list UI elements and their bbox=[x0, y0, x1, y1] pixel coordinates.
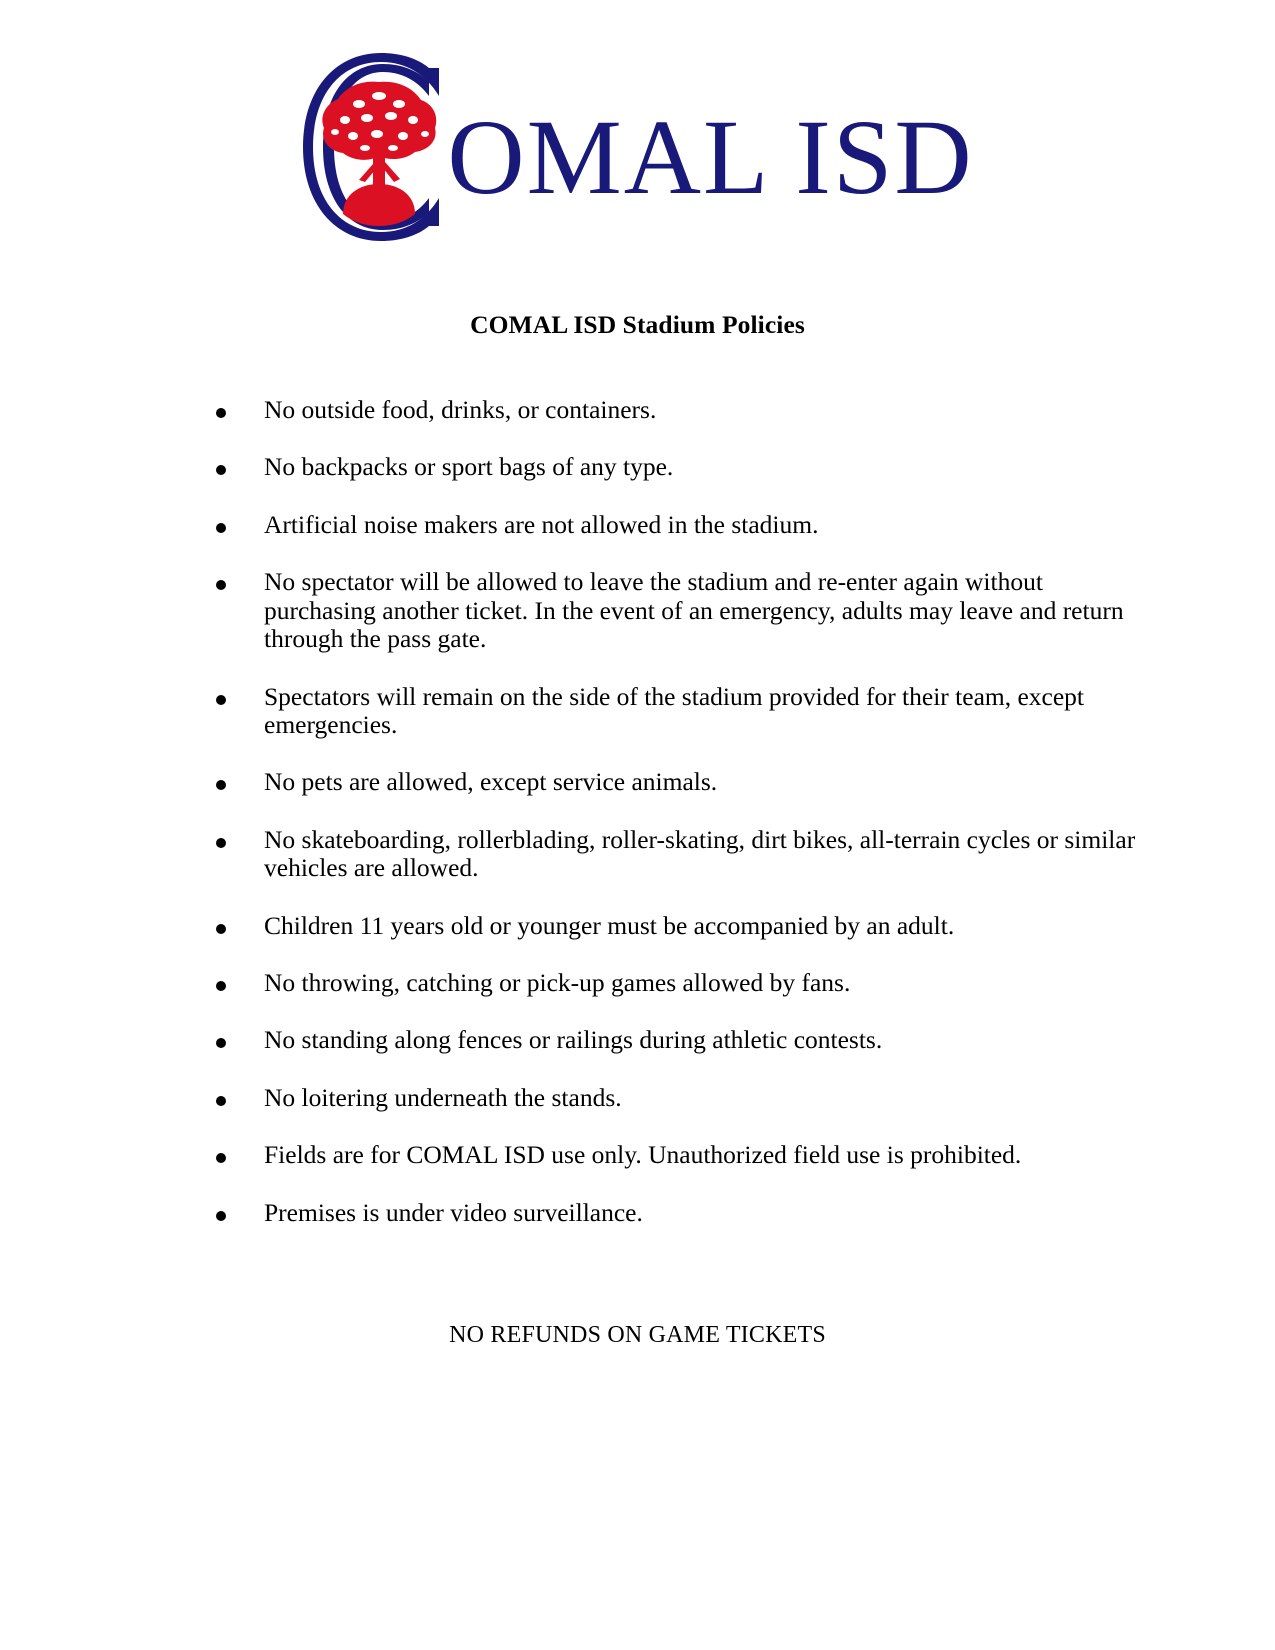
list-item bbox=[212, 683, 1142, 740]
bullet-icon bbox=[216, 1096, 226, 1106]
comal-isd-logo-mark-icon bbox=[301, 52, 453, 242]
list-item-text: Spectators will remain on the side of the stadium provided for their team, except emergencies. bbox=[264, 681, 1085, 739]
list-item bbox=[212, 969, 1142, 997]
list-item-text: No outside food, drinks, or containers. bbox=[264, 395, 657, 424]
list-item-text: No spectator will be allowed to leave the stadium and re-enter again without purchasing another ticket. In the event of an emergency, adults may leave and return through the pass gate. bbox=[264, 567, 1124, 654]
bullet-icon bbox=[216, 408, 226, 418]
bullet-icon bbox=[216, 1211, 226, 1221]
bullet-icon bbox=[216, 580, 226, 590]
bullet-icon bbox=[216, 780, 226, 790]
list-item bbox=[212, 511, 1142, 539]
list-item-text: Fields are for COMAL ISD use only. Unauthorized field use is prohibited. bbox=[264, 1140, 1022, 1170]
bullet-icon bbox=[216, 1153, 226, 1163]
list-item-text: No skateboarding, rollerblading, roller-skating, dirt bikes, all-terrain cycles or similar vehicles are allowed. bbox=[264, 824, 1136, 883]
list-item-text: No pets are allowed, except service animals. bbox=[264, 767, 718, 797]
list-item-text: No loitering underneath the stands. bbox=[264, 1082, 622, 1112]
logo-header bbox=[0, 0, 1275, 242]
list-item bbox=[212, 568, 1142, 653]
list-item bbox=[212, 1141, 1142, 1169]
bullet-icon bbox=[216, 465, 226, 475]
logo-wordmark: OMAL ISD bbox=[447, 98, 974, 217]
no-refunds-notice: NO REFUNDS ON GAME TICKETS bbox=[449, 1322, 826, 1348]
list-item bbox=[212, 1026, 1142, 1054]
bullet-icon bbox=[216, 1038, 226, 1048]
list-item-text: No throwing, catching or pick-up games allowed by fans. bbox=[264, 968, 851, 998]
list-item bbox=[212, 826, 1142, 883]
list-item bbox=[212, 453, 1142, 481]
bullet-icon bbox=[216, 695, 226, 705]
bullet-icon bbox=[216, 924, 226, 934]
list-item-text: Artificial noise makers are not allowed in the stadium. bbox=[264, 509, 819, 539]
list-item bbox=[212, 396, 1142, 424]
list-item-text: No backpacks or sport bags of any type. bbox=[264, 452, 674, 482]
list-item-text: No standing along fences or railings during athletic contests. bbox=[264, 1025, 883, 1055]
bullet-icon bbox=[216, 523, 226, 533]
list-item-text: Premises is under video surveillance. bbox=[264, 1197, 643, 1227]
bullet-icon bbox=[216, 981, 226, 991]
list-item bbox=[212, 1084, 1142, 1112]
list-item bbox=[212, 912, 1142, 940]
list-item-text: Children 11 years old or younger must be accompanied by an adult. bbox=[264, 910, 955, 940]
list-item bbox=[212, 1199, 1142, 1227]
comal-isd-logo bbox=[301, 52, 973, 242]
page-title: COMAL ISD Stadium Policies bbox=[470, 310, 805, 339]
stadium-policy-list bbox=[212, 396, 1142, 1227]
bullet-icon bbox=[216, 838, 226, 848]
list-item bbox=[212, 768, 1142, 796]
